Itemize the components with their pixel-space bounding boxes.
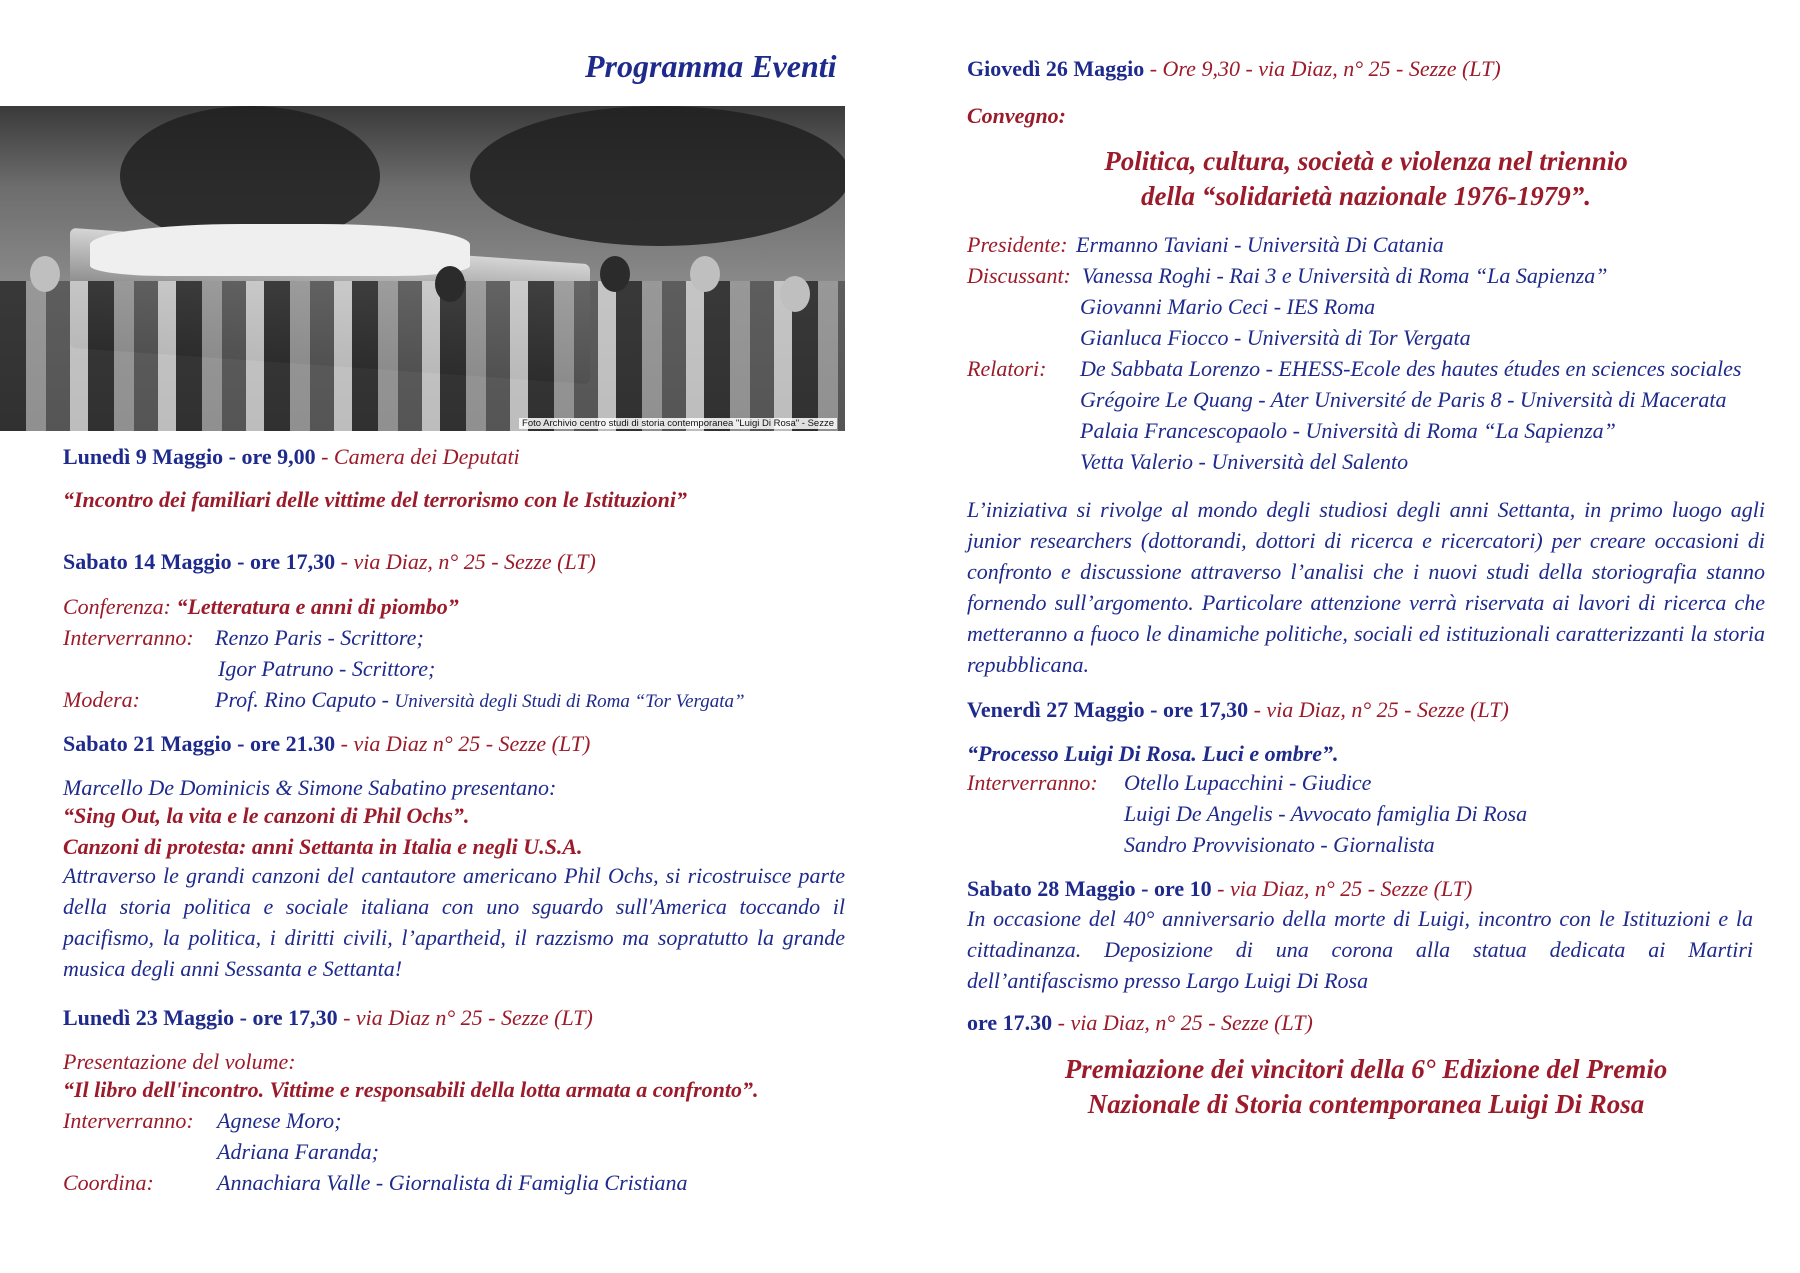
event-title: “Il libro dell'incontro. Vittime e responsabili della lotta armata a confronto”. bbox=[63, 1077, 759, 1102]
speaker: Sandro Provvisionato - Giornalista bbox=[1124, 832, 1435, 857]
event-date: Sabato 14 Maggio - ore 17,30 bbox=[63, 549, 336, 574]
event-title: “Processo Luigi Di Rosa. Luci e ombre”. bbox=[967, 741, 1339, 766]
event-heading bbox=[63, 446, 520, 468]
event-place: - Camera dei Deputati bbox=[315, 444, 520, 469]
speaker: Ermanno Taviani - Università Di Catania bbox=[1076, 232, 1444, 257]
label: Conferenza: bbox=[63, 594, 171, 619]
label: Relatori: bbox=[967, 356, 1047, 381]
label: Interverranno: bbox=[63, 1108, 194, 1133]
speaker: Otello Lupacchini - Giudice bbox=[1124, 770, 1372, 795]
event-title: “Sing Out, la vita e le canzoni di Phil Ochs”. bbox=[63, 803, 470, 828]
event-date: Lunedì 9 Maggio - ore 9,00 bbox=[63, 444, 316, 469]
event-place: - via Diaz, n° 25 - Sezze (LT) bbox=[1052, 1010, 1313, 1035]
photo-cloth bbox=[90, 224, 470, 276]
photo-figure bbox=[600, 256, 630, 292]
label: Interverranno: bbox=[967, 770, 1098, 795]
event-date: Sabato 21 Maggio - ore 21.30 bbox=[63, 731, 336, 756]
event-heading bbox=[967, 699, 1509, 721]
speaker: Adriana Faranda; bbox=[217, 1139, 379, 1164]
moderator-affiliation: Università degli Studi di Roma “Tor Vergata” bbox=[394, 691, 745, 712]
event-heading bbox=[63, 733, 590, 755]
photo-figure bbox=[30, 256, 60, 292]
speaker: Agnese Moro; bbox=[217, 1108, 342, 1133]
photo-crowd bbox=[0, 281, 845, 431]
event-place: - via Diaz n° 25 - Sezze (LT) bbox=[337, 1005, 593, 1030]
speaker: Giovanni Mario Ceci - IES Roma bbox=[1080, 294, 1376, 319]
speaker: Renzo Paris - Scrittore; bbox=[215, 625, 424, 650]
event-title: “Letteratura e anni di piombo” bbox=[176, 594, 459, 619]
speaker: Luigi De Angelis - Avvocato famiglia Di Rosa bbox=[1124, 801, 1528, 826]
moderator bbox=[215, 689, 745, 711]
label: Coordina: bbox=[63, 1170, 154, 1195]
event-heading bbox=[63, 1007, 593, 1029]
speaker: Igor Patruno - Scrittore; bbox=[218, 656, 436, 681]
event-date: Sabato 28 Maggio - ore 10 bbox=[967, 876, 1212, 901]
event-description: L’iniziativa si rivolge al mondo degli studiosi degli anni Settanta, in primo luogo agli junior researchers (dottorandi, dottori di ricerca e ricercatori) per creare occasioni di confronto e discussione attraverso l’analisi che i nuovi studi della storiografia stanno fornendo sull’argomento. Particolare attenzione verrà riservata ai lavori di ricerca che metteranno a fuoco le dinamiche politiche, sociali ed istituzionali caratterizzanti la storia repubblicana. bbox=[967, 497, 1765, 677]
event-description: In occasione del 40° anniversario della morte di Luigi, incontro con le Istituzioni e la cittadinanza. Deposizione di una corona alla statua dedicata ai Martiri dell’antifascismo presso Largo Luigi Di Rosa bbox=[967, 906, 1753, 993]
label: Modera: bbox=[63, 687, 140, 712]
speaker: Grégoire Le Quang - Ater Université de Paris 8 - Università di Macerata bbox=[1080, 387, 1727, 412]
speaker: Vanessa Roghi - Rai 3 e Università di Roma “La Sapienza” bbox=[1082, 263, 1608, 288]
event-place: - via Diaz, n° 25 - Sezze (LT) bbox=[1211, 876, 1473, 901]
photo-figure bbox=[435, 266, 465, 302]
event-heading bbox=[967, 878, 1472, 900]
event-subtitle: “Incontro dei familiari delle vittime del terrorismo con le Istituzioni” bbox=[63, 487, 687, 512]
speaker: Vetta Valerio - Università del Salento bbox=[1080, 449, 1409, 474]
event-date: Venerdì 27 Maggio - ore 17,30 bbox=[967, 697, 1249, 722]
presenters: Marcello De Dominicis & Simone Sabatino presentano: bbox=[63, 775, 557, 800]
coordinator: Annachiara Valle - Giornalista di Famiglia Cristiana bbox=[217, 1170, 688, 1195]
event-date: Lunedì 23 Maggio - ore 17,30 bbox=[63, 1005, 338, 1030]
page-title: Programma Eventi bbox=[585, 48, 837, 84]
event-heading bbox=[63, 551, 596, 573]
event-description: Attraverso le grandi canzoni del cantautore americano Phil Ochs, si ricostruisce parte della storia politica e sociale italiana con uno sguardo sull'America toccando il pacifismo, la politica, i diritti civili, l’apartheid, il razzismo ma sopratutto la grande musica degli anni Sessanta e Settanta! bbox=[63, 863, 845, 981]
event-place: - Ore 9,30 - via Diaz, n° 25 - Sezze (LT) bbox=[1144, 56, 1501, 81]
moderator-name: Prof. Rino Caputo - bbox=[215, 687, 395, 712]
speaker: De Sabbata Lorenzo - EHESS-Ecole des hautes études en sciences sociales bbox=[1080, 356, 1742, 381]
photo-caption: Foto Archivio centro studi di storia contemporanea "Luigi Di Rosa" - Sezze bbox=[519, 418, 837, 429]
event-place: - via Diaz, n° 25 - Sezze (LT) bbox=[1248, 697, 1509, 722]
event-heading bbox=[967, 1012, 1313, 1034]
event-title: Canzoni di protesta: anni Settanta in Italia e negli U.S.A. bbox=[63, 834, 583, 859]
event-title-line bbox=[63, 596, 459, 618]
conference-title: della “solidarietà nazionale 1976-1979”. bbox=[1140, 181, 1591, 211]
label: Discussant: bbox=[967, 263, 1071, 288]
event-heading bbox=[967, 58, 1501, 80]
event-place: - via Diaz n° 25 - Sezze (LT) bbox=[335, 731, 591, 756]
label: Convegno: bbox=[967, 103, 1066, 128]
event-date: Giovedì 26 Maggio bbox=[967, 56, 1145, 81]
photo-figure bbox=[690, 256, 720, 292]
label: Presentazione del volume: bbox=[63, 1049, 296, 1074]
photo-figure bbox=[780, 276, 810, 312]
speaker: Palaia Francescopaolo - Università di Roma “La Sapienza” bbox=[1080, 418, 1616, 443]
photo-tree bbox=[470, 106, 845, 246]
award-title: Nazionale di Storia contemporanea Luigi Di Rosa bbox=[1087, 1089, 1645, 1119]
award-title: Premiazione dei vincitori della 6° Edizione del Premio bbox=[1064, 1054, 1668, 1084]
speaker: Gianluca Fiocco - Università di Tor Vergata bbox=[1080, 325, 1471, 350]
label: Interverranno: bbox=[63, 625, 194, 650]
conference-title: Politica, cultura, società e violenza nel triennio bbox=[1104, 146, 1628, 176]
archive-photo bbox=[0, 106, 845, 431]
event-place: - via Diaz, n° 25 - Sezze (LT) bbox=[335, 549, 596, 574]
label: Presidente: bbox=[967, 232, 1068, 257]
event-time: ore 17.30 bbox=[967, 1010, 1053, 1035]
